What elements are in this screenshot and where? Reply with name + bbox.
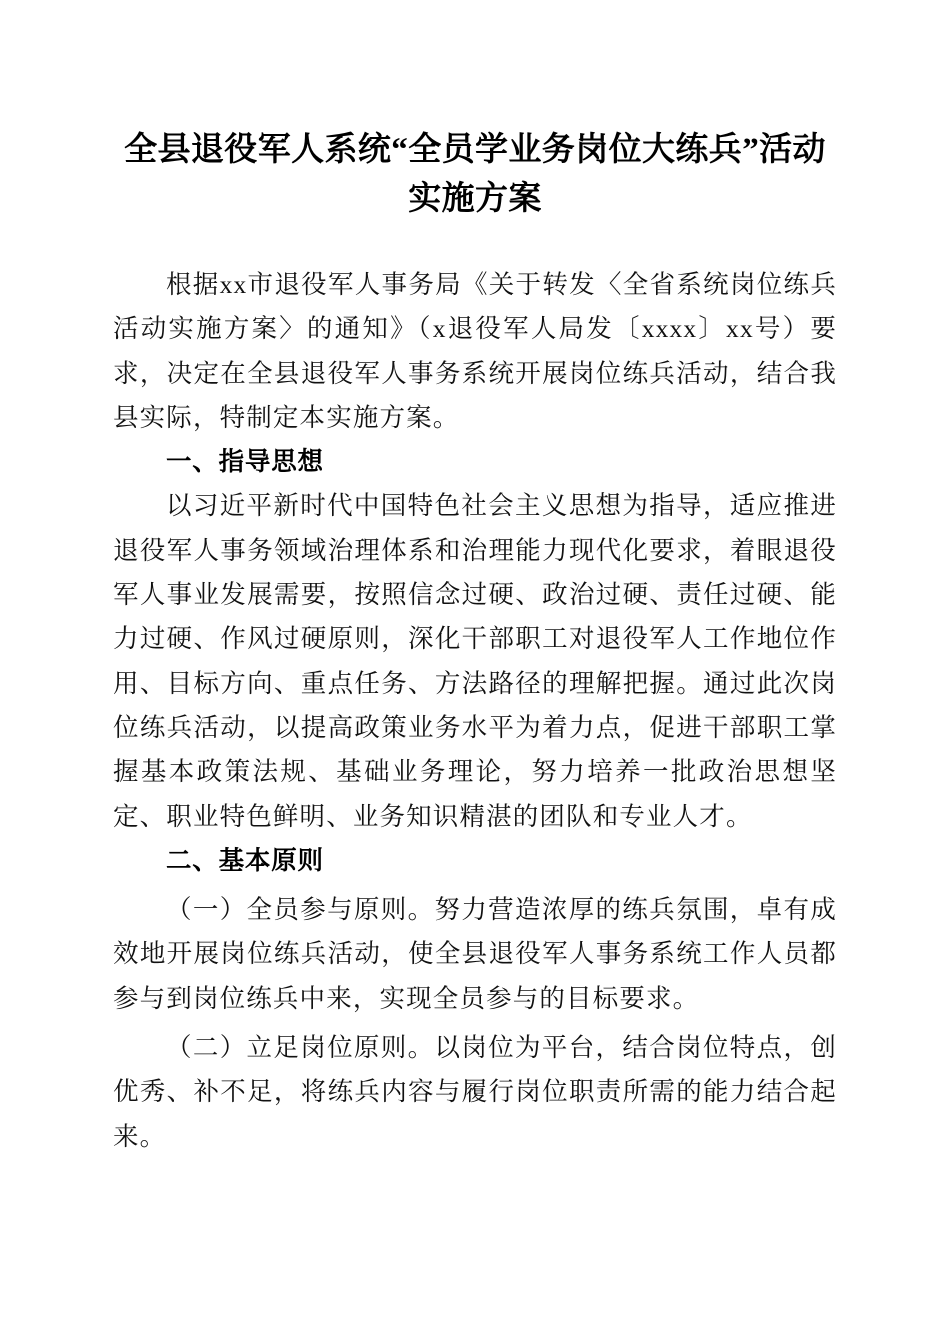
paragraph-intro: 根据xx市退役军人事务局《关于转发〈全省系统岗位练兵活动实施方案〉的通知》（x退役军人局发〔xxxx〕xx号）要求，决定在全县退役军人事务系统开展岗位练兵活动，结合我县实际，特制定本实施方案。 [113, 270, 837, 432]
paragraph-section-2-item-2: （二）立足岗位原则。以岗位为平台，结合岗位特点，创优秀、补不足，将练兵内容与履行岗位职责所需的能力结合起来。 [113, 1033, 837, 1151]
paragraph-section-1-body: 以习近平新时代中国特色社会主义思想为指导，适应推进退役军人事务领域治理体系和治理能力现代化要求，着眼退役军人事业发展需要，按照信念过硬、政治过硬、责任过硬、能力过硬、作风过硬原则，深化干部职工对退役军人工作地位作用、目标方向、重点任务、方法路径的理解把握。通过此次岗位练兵活动，以提高政策业务水平为着力点，促进干部职工掌握基本政策法规、基础业务理论，努力培养一批政治思想坚定、职业特色鲜明、业务知识精湛的团队和专业人才。 [113, 491, 837, 831]
heading-section-1: 一、指导思想 [166, 448, 324, 477]
heading-section-2: 二、基本原则 [166, 846, 324, 875]
document-body [113, 0, 837, 1159]
paragraph-section-2-item-1: （一）全员参与原则。努力营造浓厚的练兵氛围，卓有成效地开展岗位练兵活动，使全县退役军人事务系统工作人员都参与到岗位练兵中来，实现全员参与的目标要求。 [113, 895, 837, 1013]
page-title: 全县退役军人系统“全员学业务岗位大练兵”活动实施方案 [124, 132, 826, 217]
